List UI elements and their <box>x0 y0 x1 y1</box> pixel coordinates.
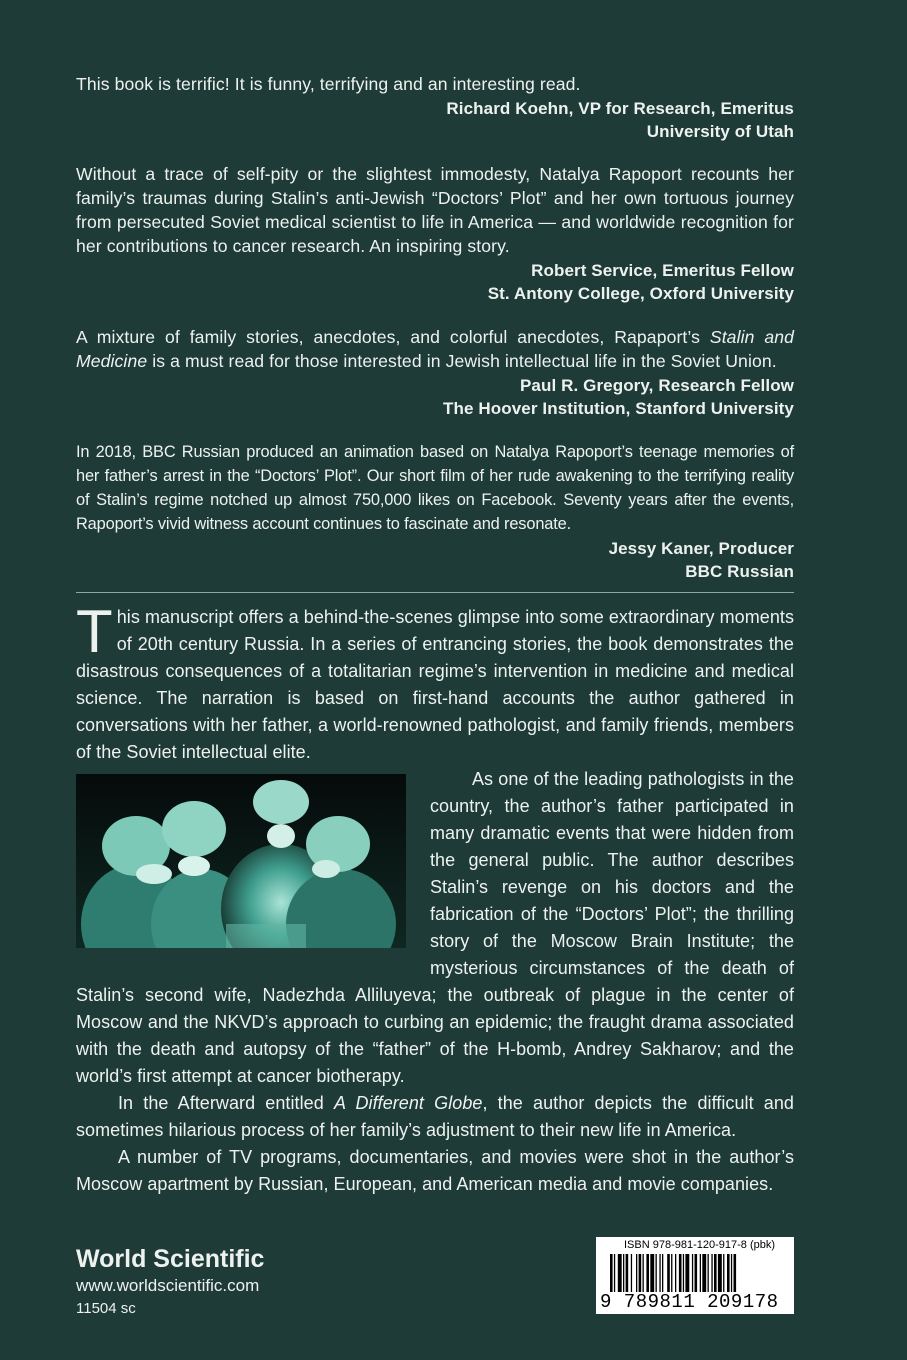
review-text: In 2018, BBC Russian produced an animation based on Natalya Rapoport’s teenage memories of her father’s arrest in the “Doctors’ Plot”. Our short film of her rude awakening to the terrifying reality of Stalin’s regime notched up almost 750,000 likes on Facebook. Seventy years after the events, Rapoport’s vivid witness account continues to fascinate and resonate. <box>76 443 794 533</box>
review-4 <box>76 440 794 583</box>
description-paragraph-1: This manuscript offers a behind-the-scenes glimpse into some extraordinary moments of 20th century Russia. In a series of entrancing stories, the book demonstrates the disastrous consequences of a totalitarian regime’s intervention in medicine and medical science. The narration is based on first-hand accounts the author gathered in conversations with her father, a world-renowned pathologist, and family friends, members of the Soviet intellectual elite. <box>76 598 794 762</box>
book-title: Stalin and Medicine <box>76 327 794 371</box>
surgeons-photo-image <box>76 774 406 948</box>
review-author: Robert Service, Emeritus Fellow <box>531 261 794 280</box>
review-2 <box>76 162 794 305</box>
review-affiliation: BBC Russian <box>685 562 794 581</box>
afterword-title: A Different Globe <box>333 1093 483 1113</box>
review-affiliation: St. Antony College, Oxford University <box>487 284 794 303</box>
isbn-label: ISBN 978-981-120-917-8 (pbk) <box>624 1239 776 1251</box>
barcode-bars <box>606 1254 786 1292</box>
drop-cap: T <box>76 598 113 665</box>
review-attribution <box>76 259 794 305</box>
review-attribution <box>76 97 794 143</box>
surgeons-photo <box>76 774 406 952</box>
description-paragraph-4: A number of TV programs, documentaries, and movies were shot in the author’s Moscow apartment by Russian, European, and American media and movie companies. <box>76 1147 794 1194</box>
review-author: Jessy Kaner, Producer <box>608 539 794 558</box>
review-author: Richard Koehn, VP for Research, Emeritus <box>446 99 794 118</box>
publisher-name: World Scientific <box>76 1245 265 1273</box>
review-text: A mixture of family stories, anecdotes, and colorful anecdotes, Rapaport’s Stalin and Medicine is a must read for those interested in Jewish intellectual life in the Soviet Union. <box>76 327 794 371</box>
book-description <box>76 598 794 1198</box>
review-affiliation: University of Utah <box>646 122 794 141</box>
review-text: Without a trace of self-pity or the slightest immodesty, Natalya Rapoport recounts her family’s traumas during Stalin’s anti-Jewish “Doctors’ Plot” and her own tortuous journey from persecuted Soviet medical scientist to life in America — and worldwide recognition for her contributions to cancer research. An inspiring story. <box>76 164 794 256</box>
review-attribution <box>76 537 794 583</box>
review-affiliation: The Hoover Institution, Stanford University <box>443 399 794 418</box>
review-attribution <box>76 374 794 420</box>
publisher-block <box>76 1244 264 1320</box>
review-3 <box>76 325 794 420</box>
barcode-number: 9 789811 209178 <box>600 1291 779 1313</box>
section-divider <box>76 592 794 593</box>
isbn-barcode <box>596 1237 794 1314</box>
review-1 <box>76 72 794 143</box>
description-paragraph-3: In the Afterward entitled A Different Globe, the author depicts the difficult and sometimes hilarious process of her family’s adjustment to their new life in America. <box>76 1093 794 1140</box>
review-author: Paul R. Gregory, Research Fellow <box>519 376 794 395</box>
publisher-code: 11504 sc <box>76 1300 136 1317</box>
publisher-url: www.worldscientific.com <box>76 1276 260 1295</box>
description-paragraph-2: As one of the leading pathologists in the country, the author’s father participated in many dramatic events that were hidden from the general public. The author describes Stalin’s revenge on his doctors and the fabrication of the “Doctors’ Plot”; the thrilling story of the Moscow Brain Institute; the mysterious circumstances of the death of Stalin’s second wife, Nadezhda Alliluyeva; the outbreak of plague in the center of Moscow and the NKVD’s approach to curbing an epidemic; the fraught drama associated with the death and autopsy of the “father” of the H-bomb, Andrey Sakharov; and the world’s first attempt at cancer biotherapy. <box>76 769 794 1086</box>
review-text: This book is terrific! It is funny, terrifying and an interesting read. <box>76 74 581 94</box>
